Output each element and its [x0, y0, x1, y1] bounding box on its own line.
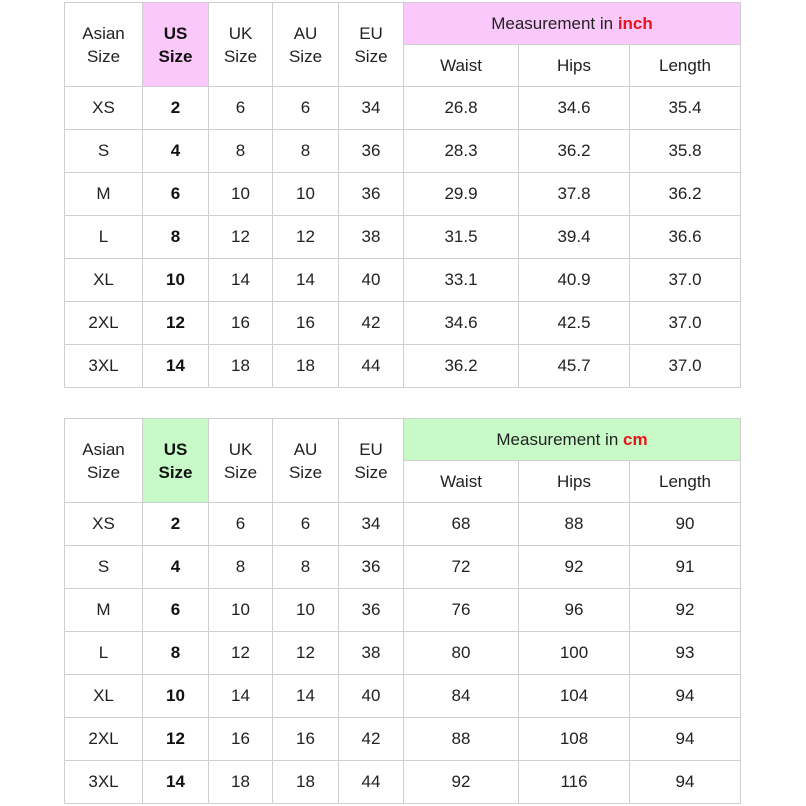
asian-cell: S: [65, 546, 143, 589]
asian-cell: 3XL: [65, 761, 143, 804]
length-cell: 90: [630, 503, 741, 546]
asian-cell: XS: [65, 87, 143, 130]
eu-cell: 38: [339, 632, 404, 675]
length-cell: 37.0: [630, 345, 741, 388]
asian-cell: L: [65, 632, 143, 675]
length-cell: 36.2: [630, 173, 741, 216]
size-table-inch: [64, 2, 741, 388]
us-cell: 14: [143, 761, 209, 804]
asian-size-header: [65, 419, 143, 503]
uk-cell: 12: [209, 216, 273, 259]
au-cell: 10: [273, 589, 339, 632]
us-cell: 2: [143, 503, 209, 546]
eu-size-header-label: EU Size: [354, 23, 388, 66]
hips-cell: 34.6: [519, 87, 630, 130]
waist-header: Waist: [404, 45, 519, 87]
length-cell: 93: [630, 632, 741, 675]
eu-cell: 44: [339, 345, 404, 388]
eu-cell: 36: [339, 589, 404, 632]
hips-cell: 104: [519, 675, 630, 718]
waist-cell: 36.2: [404, 345, 519, 388]
us-cell: 4: [143, 546, 209, 589]
uk-cell: 8: [209, 130, 273, 173]
measurement-prefix: Measurement in: [491, 13, 614, 33]
au-cell: 16: [273, 302, 339, 345]
us-cell: 8: [143, 216, 209, 259]
eu-cell: 42: [339, 718, 404, 761]
table-row: [65, 675, 741, 718]
eu-cell: 36: [339, 130, 404, 173]
size-table-cm: [64, 418, 741, 804]
us-cell: 8: [143, 632, 209, 675]
au-cell: 8: [273, 130, 339, 173]
uk-cell: 10: [209, 173, 273, 216]
us-size-header-label: US Size: [158, 439, 193, 482]
uk-size-header: [209, 3, 273, 87]
asian-size-header: [65, 3, 143, 87]
hips-cell: 96: [519, 589, 630, 632]
measurement-header: [404, 419, 741, 461]
us-cell: 12: [143, 718, 209, 761]
uk-cell: 10: [209, 589, 273, 632]
hips-cell: 88: [519, 503, 630, 546]
asian-cell: 2XL: [65, 302, 143, 345]
hips-cell: 92: [519, 546, 630, 589]
au-cell: 16: [273, 718, 339, 761]
au-cell: 6: [273, 503, 339, 546]
length-cell: 92: [630, 589, 741, 632]
asian-size-header-label: Asian Size: [82, 23, 125, 66]
length-cell: 35.8: [630, 130, 741, 173]
waist-header: Waist: [404, 461, 519, 503]
au-size-header-label: AU Size: [288, 23, 323, 66]
au-cell: 14: [273, 675, 339, 718]
hips-cell: 100: [519, 632, 630, 675]
waist-cell: 29.9: [404, 173, 519, 216]
au-cell: 10: [273, 173, 339, 216]
length-cell: 94: [630, 718, 741, 761]
uk-cell: 18: [209, 761, 273, 804]
hips-cell: 36.2: [519, 130, 630, 173]
eu-cell: 40: [339, 675, 404, 718]
table-row: [65, 173, 741, 216]
us-cell: 10: [143, 675, 209, 718]
au-cell: 12: [273, 632, 339, 675]
eu-cell: 34: [339, 87, 404, 130]
waist-cell: 28.3: [404, 130, 519, 173]
table-row: [65, 87, 741, 130]
us-cell: 6: [143, 173, 209, 216]
au-cell: 18: [273, 761, 339, 804]
length-cell: 94: [630, 675, 741, 718]
uk-cell: 14: [209, 675, 273, 718]
eu-cell: 38: [339, 216, 404, 259]
asian-cell: XL: [65, 259, 143, 302]
eu-cell: 40: [339, 259, 404, 302]
waist-cell: 88: [404, 718, 519, 761]
au-cell: 6: [273, 87, 339, 130]
au-cell: 18: [273, 345, 339, 388]
table-row: [65, 546, 741, 589]
eu-cell: 42: [339, 302, 404, 345]
measurement-prefix: Measurement in: [496, 429, 619, 449]
uk-size-header: [209, 419, 273, 503]
waist-cell: 92: [404, 761, 519, 804]
us-cell: 2: [143, 87, 209, 130]
hips-cell: 116: [519, 761, 630, 804]
uk-size-header-label: UK Size: [223, 439, 258, 482]
length-cell: 37.0: [630, 302, 741, 345]
uk-cell: 8: [209, 546, 273, 589]
hips-cell: 42.5: [519, 302, 630, 345]
measurement-unit: cm: [623, 429, 648, 449]
table-row: [65, 259, 741, 302]
asian-cell: XL: [65, 675, 143, 718]
header-row: [65, 3, 741, 45]
eu-cell: 36: [339, 173, 404, 216]
length-cell: 36.6: [630, 216, 741, 259]
uk-size-header-label: UK Size: [223, 23, 258, 66]
waist-cell: 68: [404, 503, 519, 546]
measurement-header: [404, 3, 741, 45]
au-cell: 8: [273, 546, 339, 589]
uk-cell: 14: [209, 259, 273, 302]
uk-cell: 16: [209, 302, 273, 345]
asian-cell: S: [65, 130, 143, 173]
asian-cell: M: [65, 589, 143, 632]
measurement-unit: inch: [617, 13, 653, 33]
hips-cell: 37.8: [519, 173, 630, 216]
us-cell: 4: [143, 130, 209, 173]
length-cell: 91: [630, 546, 741, 589]
au-size-header-label: AU Size: [288, 439, 323, 482]
waist-cell: 80: [404, 632, 519, 675]
table-row: [65, 216, 741, 259]
au-size-header: [273, 3, 339, 87]
waist-cell: 26.8: [404, 87, 519, 130]
table-row: [65, 503, 741, 546]
header-row: [65, 419, 741, 461]
hips-cell: 40.9: [519, 259, 630, 302]
eu-size-header: [339, 419, 404, 503]
asian-cell: 3XL: [65, 345, 143, 388]
eu-size-header: [339, 3, 404, 87]
eu-cell: 34: [339, 503, 404, 546]
uk-cell: 16: [209, 718, 273, 761]
table-row: [65, 718, 741, 761]
table-row: [65, 589, 741, 632]
hips-cell: 45.7: [519, 345, 630, 388]
eu-cell: 36: [339, 546, 404, 589]
hips-cell: 39.4: [519, 216, 630, 259]
asian-cell: M: [65, 173, 143, 216]
asian-size-header-label: Asian Size: [82, 439, 125, 482]
asian-cell: L: [65, 216, 143, 259]
table-row: [65, 632, 741, 675]
hips-header: Hips: [519, 461, 630, 503]
au-size-header: [273, 419, 339, 503]
hips-cell: 108: [519, 718, 630, 761]
asian-cell: 2XL: [65, 718, 143, 761]
waist-cell: 33.1: [404, 259, 519, 302]
waist-cell: 76: [404, 589, 519, 632]
length-cell: 37.0: [630, 259, 741, 302]
length-header: Length: [630, 45, 741, 87]
uk-cell: 18: [209, 345, 273, 388]
table-row: [65, 130, 741, 173]
table-row: [65, 345, 741, 388]
us-size-header: [143, 419, 209, 503]
us-cell: 10: [143, 259, 209, 302]
us-cell: 12: [143, 302, 209, 345]
waist-cell: 31.5: [404, 216, 519, 259]
eu-cell: 44: [339, 761, 404, 804]
waist-cell: 34.6: [404, 302, 519, 345]
waist-cell: 72: [404, 546, 519, 589]
length-cell: 35.4: [630, 87, 741, 130]
table-row: [65, 302, 741, 345]
us-size-header: [143, 3, 209, 87]
eu-size-header-label: EU Size: [354, 439, 388, 482]
waist-cell: 84: [404, 675, 519, 718]
au-cell: 12: [273, 216, 339, 259]
uk-cell: 6: [209, 503, 273, 546]
uk-cell: 12: [209, 632, 273, 675]
us-cell: 6: [143, 589, 209, 632]
us-cell: 14: [143, 345, 209, 388]
length-header: Length: [630, 461, 741, 503]
hips-header: Hips: [519, 45, 630, 87]
asian-cell: XS: [65, 503, 143, 546]
length-cell: 94: [630, 761, 741, 804]
uk-cell: 6: [209, 87, 273, 130]
table-row: [65, 761, 741, 804]
us-size-header-label: US Size: [158, 23, 193, 66]
au-cell: 14: [273, 259, 339, 302]
